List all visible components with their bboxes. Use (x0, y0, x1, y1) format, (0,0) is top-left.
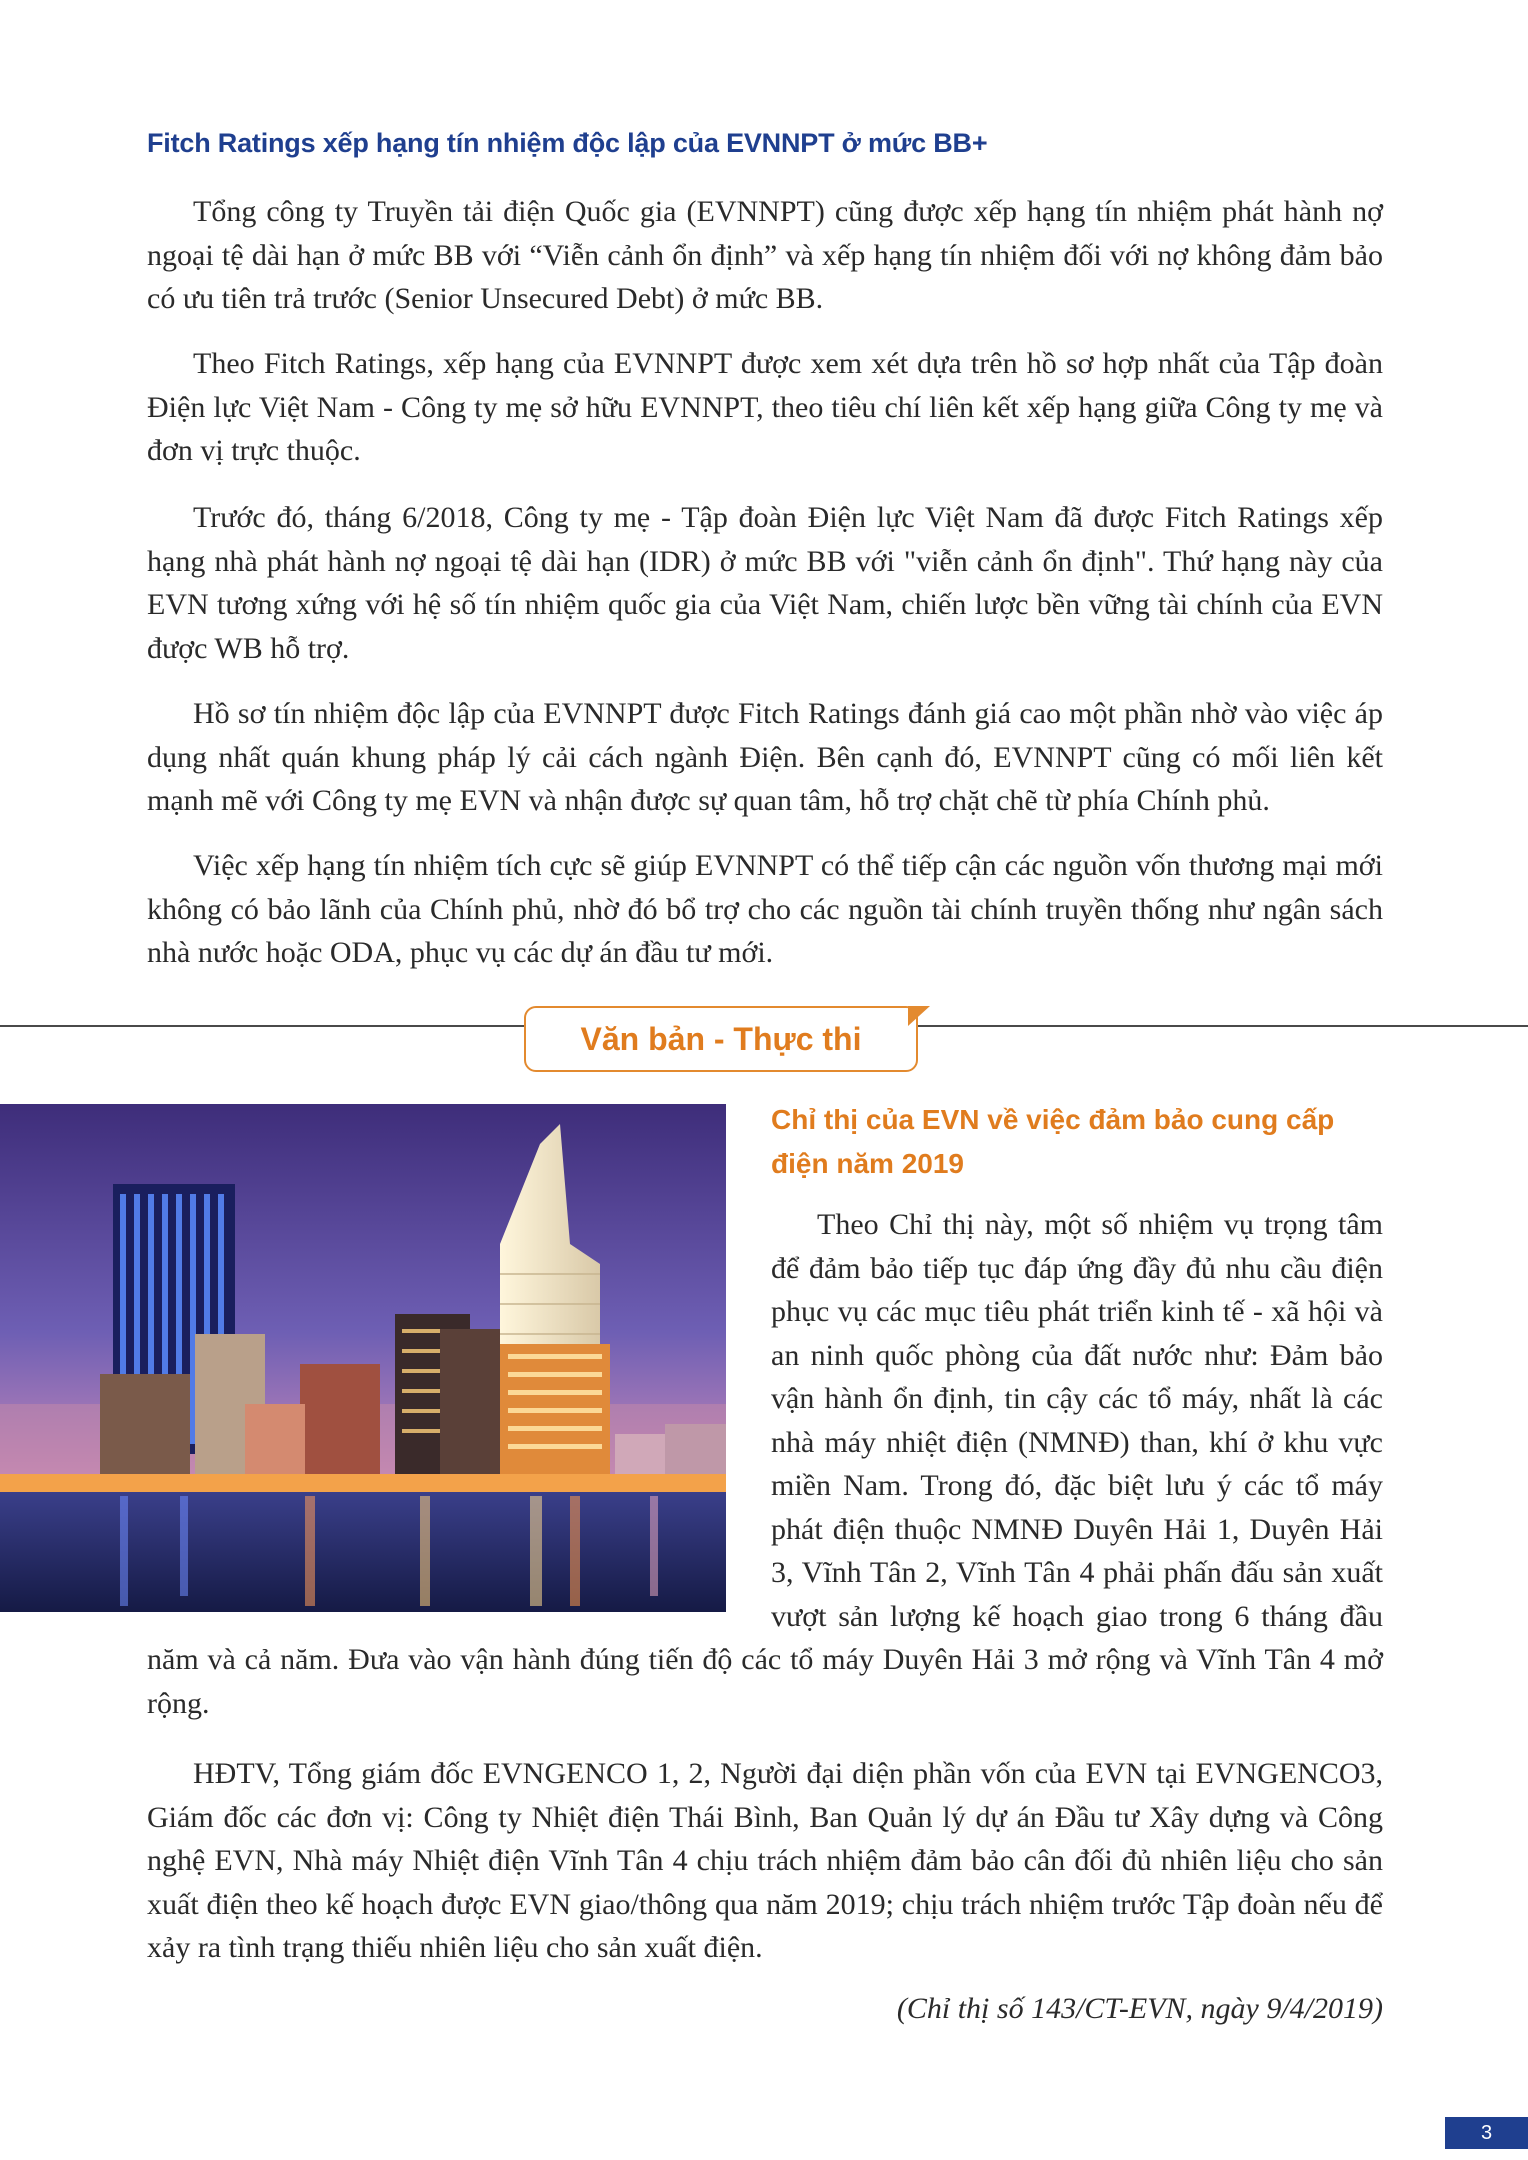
paragraph: Theo Chỉ thị này, một số nhiệm vụ trọng tâm để đảm bảo tiếp tục đáp ứng đầy đủ nhu cầu điện phục vụ các mục tiêu phát triển kinh tế - xã hội và an ninh quốc phòng của đất nước như: Đảm bảo vận hành ổn định, tin cậy các tổ máy, nhất là các nhà máy nhiệt điện (NMNĐ) than, khí ở khu vực miền Nam. Trong đó, đặc biệt lưu ý các tổ máy phát điện thuộc NMNĐ Duyên Hải 1, Duyên Hải 3, Vĩnh Tân 2, Vĩnh Tân 4 phải phấn đấu sản xuất vượt sản lượng kế hoạch giao trong 6 tháng đầu năm và cả năm. Đưa vào vận hành đúng tiến độ các tổ máy Duyên Hải 3 mở rộng và Vĩnh Tân 4 mở rộng. (147, 1208, 1383, 1720)
paragraph: Trước đó, tháng 6/2018, Công ty mẹ - Tập đoàn Điện lực Việt Nam đã được Fitch Ratings xếp hạng nhà phát hành nợ ngoại tệ dài hạn (IDR) ở mức BB với "viễn cảnh ổn định". Thứ hạng này của EVN tương xứng với hệ số tín nhiệm quốc gia của Việt Nam, chiến lược bền vững tài chính của EVN được WB hỗ trợ. (147, 501, 1383, 665)
paragraph: Tổng công ty Truyền tải điện Quốc gia (EVNNPT) cũng được xếp hạng tín nhiệm phát hành nợ ngoại tệ dài hạn ở mức BB với “Viễn cảnh ổn định” và xếp hạng tín nhiệm đối với nợ không đảm bảo có ưu tiên trả trước (Senior Unsecured Debt) ở mức BB. (147, 195, 1383, 315)
section-heading-fitch: Fitch Ratings xếp hạng tín nhiệm độc lập của EVNNPT ở mức BB+ (147, 128, 988, 158)
paragraph: HĐTV, Tổng giám đốc EVNGENCO 1, 2, Người đại diện phần vốn của EVN tại EVNGENCO3, Giám đốc các đơn vị: Công ty Nhiệt điện Thái Bình, Ban Quản lý dự án Đầu tư Xây dựng và Công nghệ EVN, Nhà máy Nhiệt điện Vĩnh Tân 4 chịu trách nhiệm đảm bảo cân đối đủ nhiên liệu cho sản xuất điện theo kế hoạch được EVN giao/thông qua năm 2019; chịu trách nhiệm trước Tập đoàn nếu để xảy ra tình trạng thiếu nhiên liệu cho sản xuất điện. (147, 1757, 1383, 1964)
paragraph: Theo Fitch Ratings, xếp hạng của EVNNPT được xem xét dựa trên hồ sơ hợp nhất của Tập đoàn Điện lực Việt Nam - Công ty mẹ sở hữu EVNNPT, theo tiêu chí liên kết xếp hạng giữa Công ty mẹ và đơn vị trực thuộc. (147, 347, 1383, 467)
directive-text-block (147, 1203, 1383, 1725)
label-corner-fold (908, 1006, 930, 1026)
page-number: 3 (1445, 2117, 1528, 2149)
section-label: Văn bản - Thực thi (580, 1020, 862, 1057)
paragraph: Hồ sơ tín nhiệm độc lập của EVNNPT được Fitch Ratings đánh giá cao một phần nhờ vào việc áp dụng nhất quán khung pháp lý cải cách ngành Điện. Bên cạnh đó, EVNNPT cũng có mối liên kết mạnh mẽ với Công ty mẹ EVN và nhận được sự quan tâm, hỗ trợ chặt chẽ từ phía Chính phủ. (147, 697, 1383, 817)
paragraph: Việc xếp hạng tín nhiệm tích cực sẽ giúp EVNNPT có thể tiếp cận các nguồn vốn thương mại mới không có bảo lãnh của Chính phủ, nhờ đó bổ trợ cho các nguồn tài chính truyền thống như ngân sách nhà nước hoặc ODA, phục vụ các dự án đầu tư mới. (147, 849, 1383, 969)
section-heading-directive: Chỉ thị của EVN về việc đảm bảo cung cấp điện năm 2019 (771, 1104, 1335, 1179)
image-float-spacer (147, 1203, 771, 1617)
citation: (Chỉ thị số 143/CT-EVN, ngày 9/4/2019) (896, 1992, 1383, 2025)
section-label-box (524, 1006, 918, 1072)
